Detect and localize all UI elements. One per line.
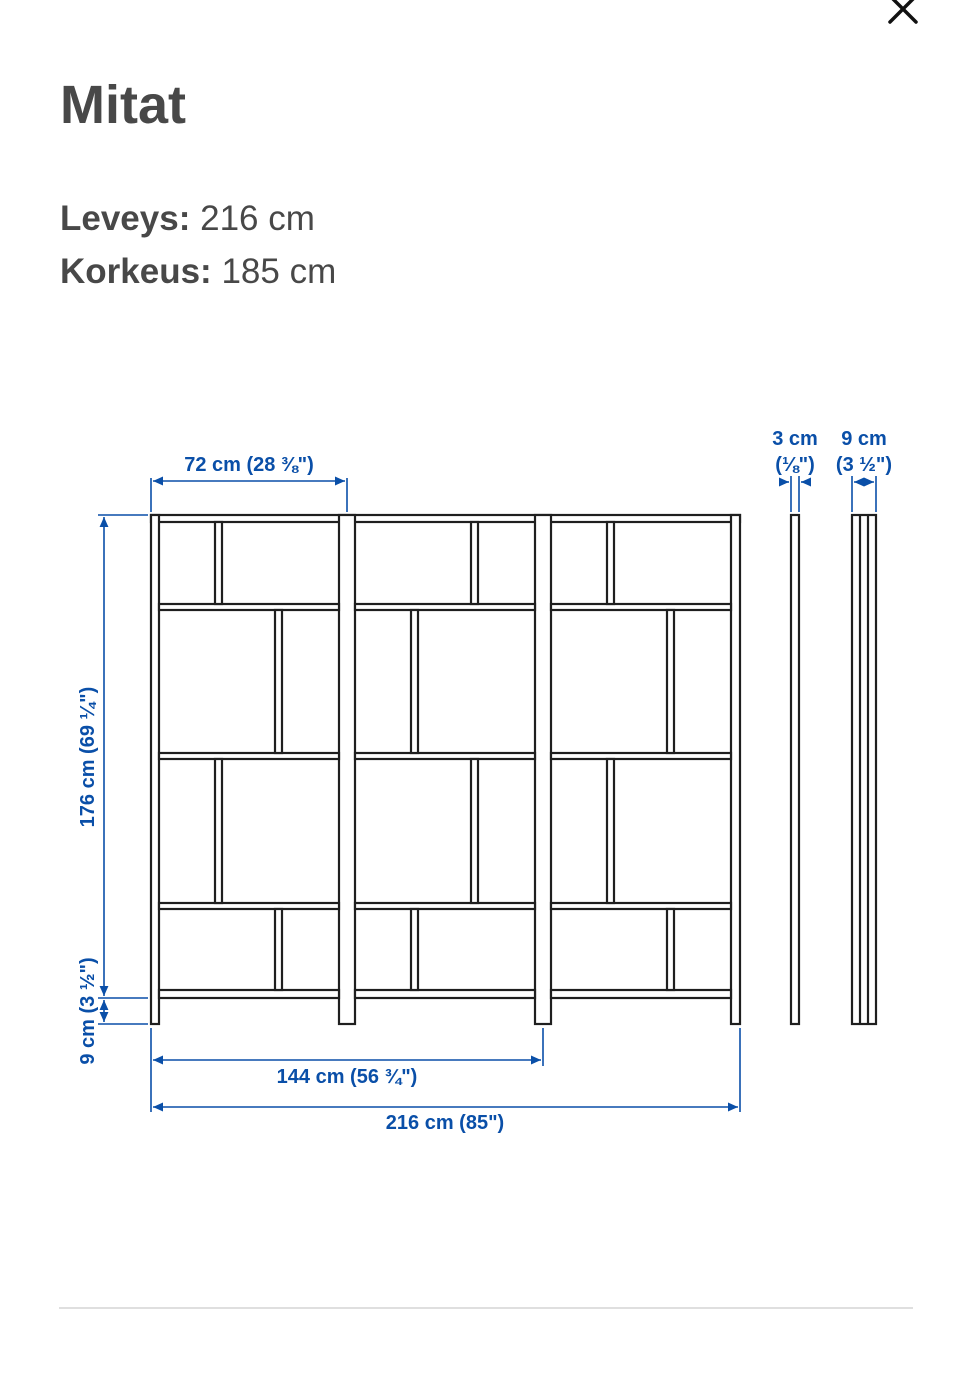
shelf	[355, 604, 535, 610]
divider	[607, 759, 614, 903]
divider	[411, 610, 418, 753]
divider	[667, 909, 674, 990]
page-title: Mitat	[60, 75, 186, 135]
shelf	[551, 753, 731, 759]
shelf	[551, 604, 731, 610]
plinth-height-label: 9 cm (3 ½")	[77, 957, 99, 1065]
divider	[275, 909, 282, 990]
shelf	[355, 990, 535, 998]
shelf	[355, 753, 535, 759]
total-width-label: 216 cm (85")	[385, 1112, 505, 1134]
shelf	[159, 990, 339, 998]
section-divider	[59, 1307, 913, 1309]
shelf	[355, 903, 535, 909]
top-rail	[151, 515, 740, 522]
panel-thickness-in-label: (⅛")	[775, 454, 815, 476]
width-label: Leveys:	[60, 199, 191, 238]
two-section-width-label: 144 cm (56 ¾")	[276, 1066, 418, 1088]
shelf	[159, 753, 339, 759]
upright	[339, 515, 355, 1024]
side-panel-profile	[791, 515, 799, 1024]
divider	[215, 759, 222, 903]
inner-height-label: 176 cm (69 ¼")	[77, 686, 99, 828]
shelf	[551, 990, 731, 998]
divider	[215, 522, 222, 604]
upright	[535, 515, 551, 1024]
shelf-front-view	[151, 515, 740, 1024]
panel-thickness-cm-label: 3 cm	[772, 428, 818, 450]
shelf	[159, 903, 339, 909]
width-value: 216 cm	[200, 199, 315, 238]
height-value: 185 cm	[221, 252, 337, 291]
shelf	[551, 903, 731, 909]
height-label: Korkeus:	[60, 252, 212, 291]
divider	[275, 610, 282, 753]
divider	[607, 522, 614, 604]
depth-in-label: (3 ½")	[835, 454, 893, 476]
shelf	[159, 604, 339, 610]
divider	[411, 909, 418, 990]
upright	[151, 515, 159, 1024]
section-width-label: 72 cm (28 ⅜")	[184, 454, 314, 476]
divider	[471, 522, 478, 604]
depth-profile	[852, 515, 876, 1024]
divider	[667, 610, 674, 753]
divider	[471, 759, 478, 903]
upright	[731, 515, 740, 1024]
depth-cm-label: 9 cm	[841, 428, 887, 450]
